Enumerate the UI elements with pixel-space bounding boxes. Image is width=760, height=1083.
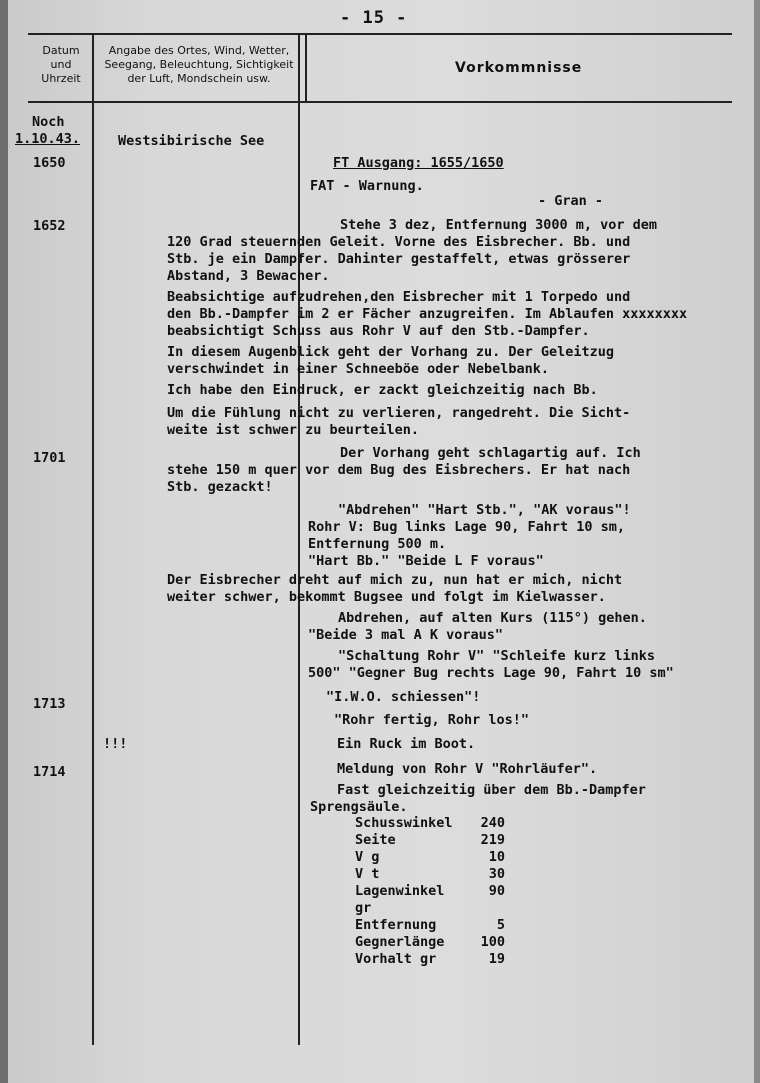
text-line: Fast gleichzeitig über dem Bb.-Dampfer	[337, 782, 646, 798]
time-1652: 1652	[33, 218, 66, 234]
text-line: weite ist schwer zu beurteilen.	[167, 422, 419, 438]
firing-data-row: Gegnerlänge 100	[355, 934, 505, 950]
text-line: beabsichtigt Schuss aus Rohr V auf den Stb.-Dampfer.	[167, 323, 590, 339]
text-line: "Schaltung Rohr V" "Schleife kurz links	[338, 648, 655, 664]
text-line: 120 Grad steuernden Geleit. Vorne des Eisbrecher. Bb. und	[167, 234, 631, 250]
scan-edge-right	[754, 0, 760, 1083]
location: Westsibirische See	[118, 133, 265, 149]
text-line: "Rohr fertig, Rohr los!"	[334, 712, 530, 728]
firing-data-row: V g 10	[355, 849, 505, 865]
text-line: "I.W.O. schiessen"!	[326, 689, 481, 705]
text-line: Der Eisbrecher dreht auf mich zu, nun hat er mich, nicht	[167, 572, 623, 588]
header-vorkommnisse: Vorkommnisse	[455, 60, 583, 76]
text-line: In diesem Augenblick geht der Vorhang zu. Der Geleitzug	[167, 344, 615, 360]
text-line: weiter schwer, bekommt Bugsee und folgt im Kielwasser.	[167, 589, 606, 605]
text-line: Stb. gezackt!	[167, 479, 273, 495]
column-divider-2	[298, 33, 300, 1045]
text-line: "Abdrehen" "Hart Stb.", "AK voraus"!	[338, 502, 631, 518]
text-line: Abstand, 3 Bewacher.	[167, 268, 330, 284]
header-datum: Datum und Uhrzeit	[41, 44, 81, 85]
text-line: 500" "Gegner Bug rechts Lage 90, Fahrt 10 sm"	[308, 665, 674, 681]
text-line: Ich habe den Eindruck, er zackt gleichzeitig nach Bb.	[167, 382, 598, 398]
text-line: Stb. je ein Dampfer. Dahinter gestaffelt, etwas grösserer	[167, 251, 631, 267]
column-divider-1	[92, 33, 94, 1045]
date: 1.10.43.	[15, 131, 81, 147]
text-line: Meldung von Rohr V "Rohrläufer".	[337, 761, 598, 777]
text-line: Der Vorhang geht schlagartig auf. Ich	[340, 445, 641, 461]
text-line: stehe 150 m quer vor dem Bug des Eisbrechers. Er hat nach	[167, 462, 631, 478]
fat-warnung: FAT - Warnung.	[310, 178, 424, 194]
page-number: - 15 -	[340, 8, 408, 28]
header-top-rule	[28, 33, 732, 35]
firing-data-row: Lagenwinkel gr 90	[355, 883, 505, 916]
firing-data-row: Schusswinkel 240	[355, 815, 505, 831]
text-line: Um die Fühlung nicht zu verlieren, rangedreht. Die Sicht-	[167, 405, 631, 421]
firing-data-row: Seite 219	[355, 832, 505, 848]
firing-data-row: Vorhalt gr 19	[355, 951, 505, 967]
exclamation-marks: !!!	[103, 736, 128, 752]
scan-edge-left	[0, 0, 8, 1083]
text-line: "Hart Bb." "Beide L F voraus"	[308, 553, 544, 569]
ft-ausgang: FT Ausgang: 1655/1650	[333, 155, 504, 171]
text-line: Rohr V: Bug links Lage 90, Fahrt 10 sm,	[308, 519, 625, 535]
firing-data-row: Entfernung 5	[355, 917, 505, 933]
time-1713: 1713	[33, 696, 66, 712]
header-bottom-rule	[28, 101, 732, 103]
time-1650: 1650	[33, 155, 66, 171]
text-line: Abdrehen, auf alten Kurs (115°) gehen.	[338, 610, 647, 626]
time-1701: 1701	[33, 450, 66, 466]
text-line: Sprengsäule.	[310, 799, 408, 815]
text-line: Entfernung 500 m.	[308, 536, 447, 552]
gran: - Gran -	[538, 193, 604, 209]
header-ort: Angabe des Ortes, Wind, Wetter, Seegang, Beleuchtung, Sichtigkeit der Luft, Mondschein usw.	[104, 44, 294, 85]
text-line: Stehe 3 dez, Entfernung 3000 m, vor dem	[340, 217, 657, 233]
firing-data-table	[355, 815, 505, 968]
text-line: "Beide 3 mal A K voraus"	[308, 627, 504, 643]
text-line: Ein Ruck im Boot.	[337, 736, 476, 752]
time-1714: 1714	[33, 764, 66, 780]
column-divider-3	[305, 33, 307, 101]
firing-data-row: V t 30	[355, 866, 505, 882]
text-line: den Bb.-Dampfer im 2 er Fächer anzugreifen. Im Ablaufen xxxxxxxx	[167, 306, 688, 322]
text-line: Beabsichtige aufzudrehen,den Eisbrecher mit 1 Torpedo und	[167, 289, 631, 305]
noch-label: Noch	[32, 114, 65, 130]
text-line: verschwindet in einer Schneeböe oder Nebelbank.	[167, 361, 550, 377]
